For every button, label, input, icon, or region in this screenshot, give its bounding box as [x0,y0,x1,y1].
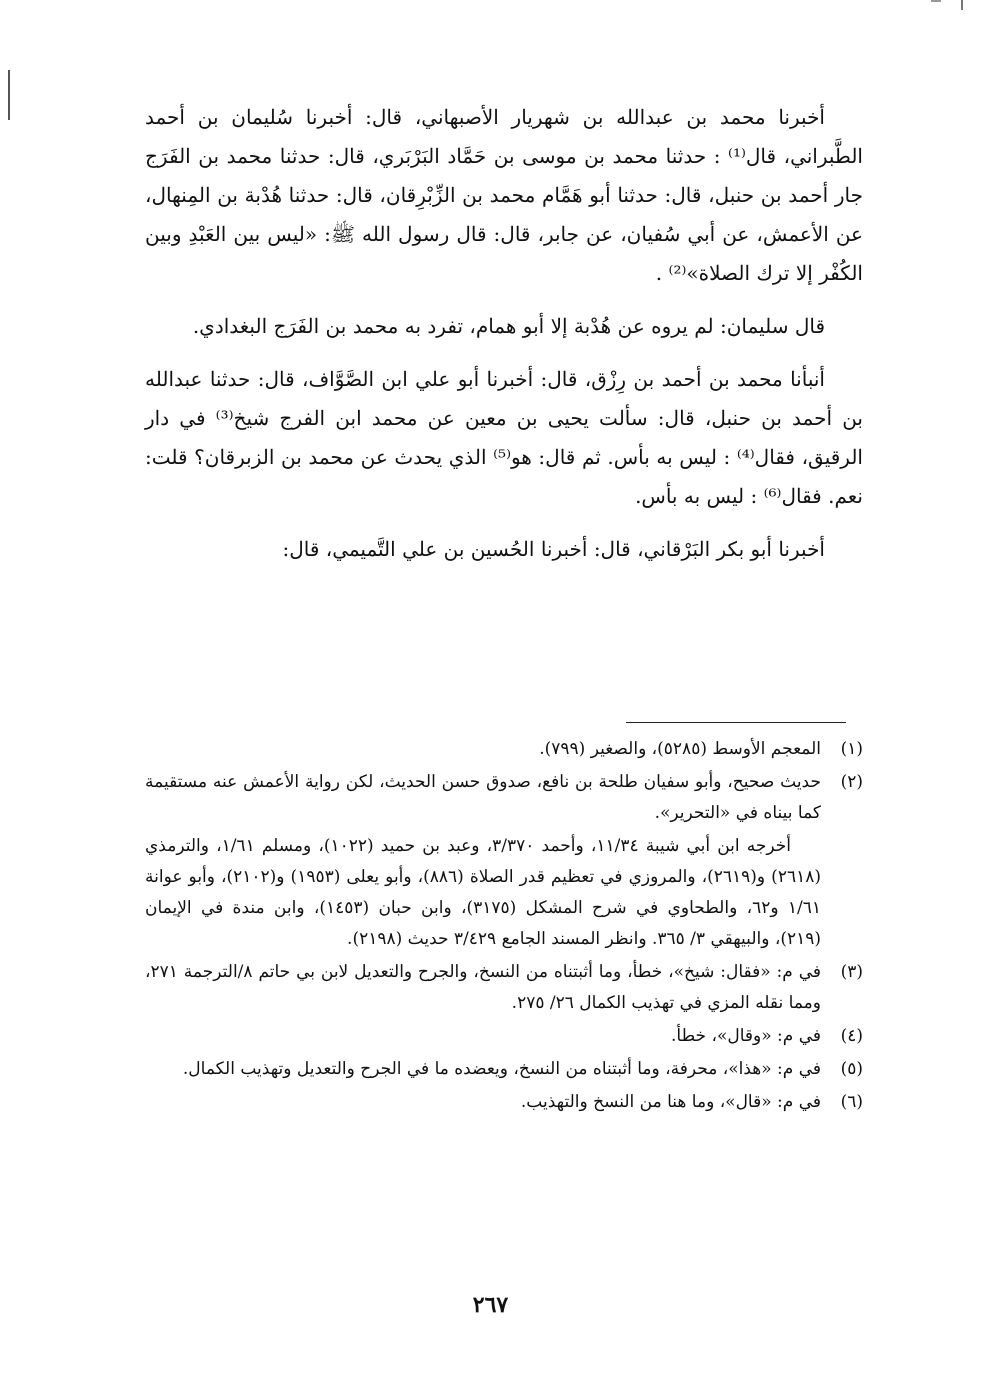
footnote-text: في م: «قال»، وما هنا من النسخ والتهذيب. [520,1092,821,1112]
footnote-text: في م: «هذا»، محرفة، وما أثبتناه من النسخ، ويعضده ما في الجرح والتعديل وتهذيب الكمال. [182,1059,821,1079]
scan-edge-mark [931,0,941,2]
footnote-number: (٥) [840,1059,863,1079]
footnote-text: في م: «فقال: شيخ»، خطأ، وما أثبتناه من النسخ، والجرح والتعديل لابن بي حاتم ٨/الترجمة ٢٧١، ومما نقله المزي في تهذيب الكمال ٢٦/ ٢٧٥. [145,962,821,1013]
footnote-text: المعجم الأوسط (٥٢٨٥)، والصغير (٧٩٩). [539,739,821,759]
footnote-number: (٢) [840,772,863,792]
footnote [145,734,863,765]
page-number: ٢٦٧ [472,1292,509,1318]
footnote-number: (٤) [840,1026,863,1046]
paragraph: أنبأنا محمد بن أحمد بن رِزْق، قال: أخبرنا أبو علي ابن الصَّوَّاف، قال: حدثنا عبدالله بن أحمد بن حنبل، قال: سألت يحيى بن معين عن محمد ابن الفرج شيخ⁽³⁾ في دار الرقيق، فقال⁽⁴⁾ : ليس به بأس. ثم قال: هو⁽⁵⁾ الذي يحدث عن محمد بن الزبرقان؟ قلت: نعم. فقال⁽⁶⁾ : ليس به بأس. [145,367,863,508]
footnote-text: في م: «وقال»، خطأ. [671,1026,821,1046]
footnote-continuation: أخرجه ابن أبي شيبة ١١/٣٤، وأحمد ٣/٣٧٠، وعبد بن حميد (١٠٢٢)، ومسلم ١/٦١، والترمذي (٢٦١٨) و(٢٦١٩)، والمروزي في تعظيم قدر الصلاة (٨٨٦)، وأبو يعلى (١٩٥٣) و(٢١٠٢)، وأبو عوانة ١/٦١ و٦٢، والطحاوي في شرح المشكل (٣١٧٥)، وابن حبان (١٤٥٣)، وابن مندة في الإيمان (٢١٩)، والبيهقي ٣/ ٣٦٥. وانظر المسند الجامع ٣/٤٢٩ حديث (٢١٩٨). [145,836,821,949]
footnote-number: (٣) [840,962,863,982]
footnote-number: (٦) [840,1092,863,1112]
footnote [145,1054,863,1085]
footnote [145,1021,863,1052]
scan-edge-mark [961,0,963,10]
footnote-text: حديث صحيح، وأبو سفيان طلحة بن نافع، صدوق حسن الحديث، لكن رواية الأعمش عنه مستقيمة كما بيناه في «التحرير». [145,772,821,823]
paragraph: أخبرنا أبو بكر البَرْقاني، قال: أخبرنا الحُسين بن علي التَّميمي، قال: [282,537,825,561]
footnote [145,957,863,1019]
main-text [145,98,863,583]
footnote [145,1087,863,1118]
paragraph: قال سليمان: لم يروه عن هُدْبة إلا أبو همام، تفرد به محمد بن الفَرَج البغدادي. [192,314,825,338]
scan-edge-mark [8,70,10,120]
paragraph: أخبرنا محمد بن عبدالله بن شهريار الأصبهاني، قال: أخبرنا سُليمان بن أحمد الطَّبراني، قال⁽¹⁾ : حدثنا محمد بن موسى بن حَمَّاد البَرْبَري، قال: حدثنا محمد بن الفَرَج جار أحمد بن حنبل، قال: حدثنا أبو هَمَّام محمد بن الزِّبْرِقان، قال: حدثنا هُدْبة بن المِنهال، عن الأعمش، عن أبي سُفيان، عن جابر، قال: قال رسول الله ﷺ: «ليس بين العَبْدِ وبين الكُفْر إلا ترك الصلاة»⁽²⁾ . [145,105,863,285]
footnote [145,767,863,829]
footnotes [145,734,863,1120]
footnote-number: (١) [840,739,863,759]
footnote-separator [626,722,846,723]
